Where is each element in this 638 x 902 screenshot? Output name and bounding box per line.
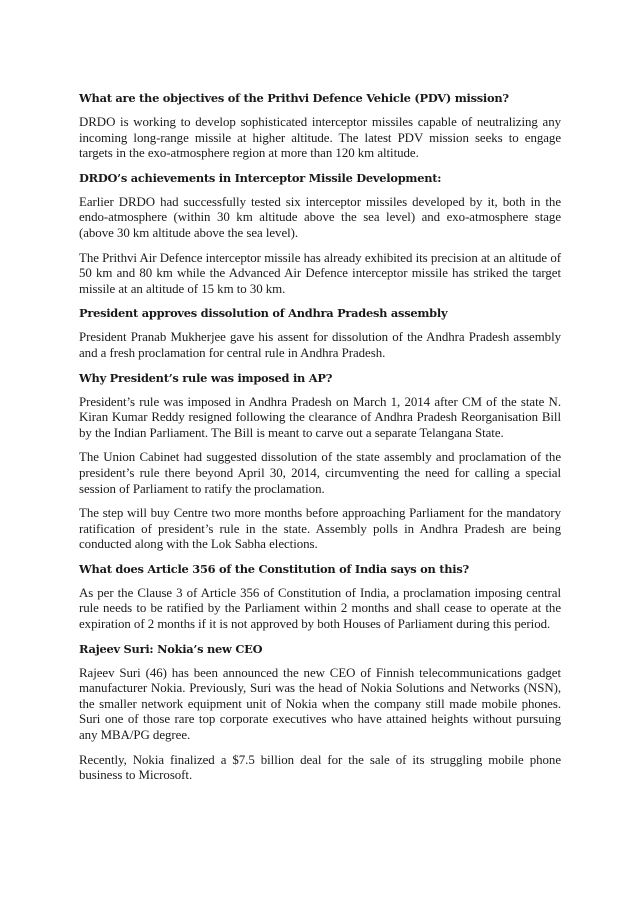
paragraph: The Prithvi Air Defence interceptor missile has already exhibited its precision at an altitude of 50 km and 80 km while the Advanced Air Defence interceptor missile has striked the target missile at an altitude of 15 km to 30 km. [79,250,561,296]
paragraph: DRDO is working to develop sophisticated interceptor missiles capable of neutralizing any incoming long-range missile at higher altitude. The latest PDV mission seeks to engage targets in the exo-atmosphere region at more than 120 km altitude. [79,115,561,161]
paragraph: President Pranab Mukherjee gave his assent for dissolution of the Andhra Pradesh assembly and a fresh proclamation for central rule in Andhra Pradesh. [79,330,561,360]
section-heading: DRDO’s achievements in Interceptor Missile Development: [79,170,442,185]
section-presidents-rule [79,371,561,553]
section-ap-assembly-dissolution [79,306,561,361]
paragraph: As per the Clause 3 of Article 356 of Constitution of India, a proclamation imposing central rule needs to be ratified by the Parliament within 2 months and shall cease to operate at the expiration of 2 months if it is not approved by both Houses of Parliament during this period. [79,585,561,632]
paragraph: President’s rule was imposed in Andhra Pradesh on March 1, 2014 after CM of the state N. Kiran Kumar Reddy resigned following the clearance of Andhra Pradesh Reorganisation Bill by the Indian Parliament. The Bill is meant to carve out a separate Telangana State. [79,394,561,440]
section-nokia-ceo [79,642,561,784]
section-heading: Why President’s rule was imposed in AP? [79,370,333,385]
paragraph: Earlier DRDO had successfully tested six interceptor missiles developed by it, both in the endo-atmosphere (within 30 km altitude above the sea level) and exo-atmosphere stage (above 30 km altitude above the sea level). [79,194,561,240]
section-heading: President approves dissolution of Andhra Pradesh assembly [79,306,448,321]
section-pdv-objectives [79,91,561,162]
paragraph: Rajeev Suri (46) has been announced the new CEO of Finnish telecommunications gadget manufacturer Nokia. Previously, Suri was the head of Nokia Solutions and Networks (NSN), the smaller network equipment unit of Nokia when the company still made mobile phones. Suri one of those rare top corporate executives who have attained heights without pursuing any MBA/PG degree. [79,665,561,743]
section-heading: What does Article 356 of the Constitution of India says on this? [79,561,469,576]
paragraph: Recently, Nokia finalized a $7.5 billion deal for the sale of its struggling mobile phone business to Microsoft. [79,752,561,783]
paragraph: The Union Cabinet had suggested dissolution of the state assembly and proclamation of the president’s rule there beyond April 30, 2014, circumventing the need for calling a special session of Parliament to ratify the proclamation. [79,450,561,496]
document-page [79,91,561,793]
section-drdo-achievements [79,171,561,298]
section-article-356 [79,562,561,633]
section-heading: What are the objectives of the Prithvi Defence Vehicle (PDV) mission? [79,91,509,105]
paragraph: The step will buy Centre two more months before approaching Parliament for the mandatory ratification of president’s rule in the state. Assembly polls in Andhra Pradesh are being conducted along with the Lok Sabha elections. [79,506,561,552]
section-heading: Rajeev Suri: Nokia’s new CEO [79,641,263,656]
